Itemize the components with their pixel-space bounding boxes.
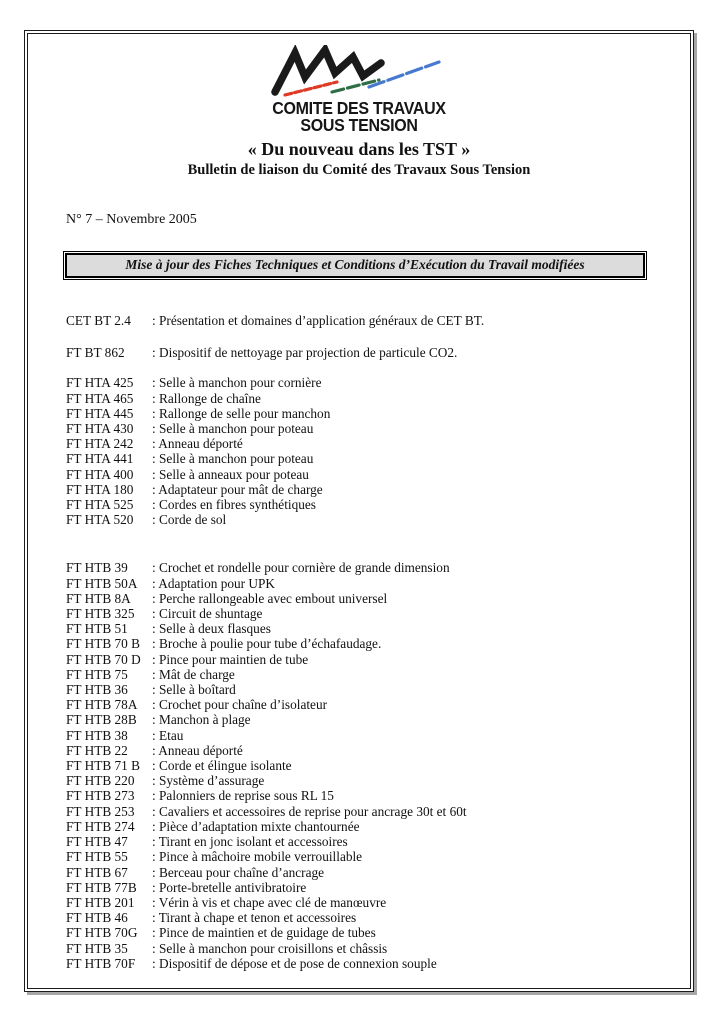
ft-ref: FT HTB 47	[66, 834, 128, 850]
list-item	[66, 560, 693, 575]
ft-ref: FT HTB 38	[66, 727, 128, 743]
list-item	[66, 804, 693, 819]
ft-ref: FT HTB 28B	[66, 712, 137, 728]
ft-ref: FT HTB 273	[66, 788, 135, 804]
list-item	[66, 636, 693, 651]
ft-desc: : Dispositif de dépose et de pose de connexion souple	[152, 955, 437, 971]
list-item	[66, 391, 693, 406]
ft-desc: : Anneau déporté	[152, 742, 243, 758]
ft-ref: FT HTA 445	[66, 405, 134, 421]
banner-text: Mise à jour des Fiches Techniques et Conditions d’Exécution du Travail modifiées	[65, 253, 645, 278]
banner-box	[63, 251, 647, 280]
ft-section	[66, 345, 693, 360]
ft-desc: : Cordes en fibres synthétiques	[152, 497, 316, 513]
ft-ref: FT HTB 39	[66, 560, 128, 576]
ft-ref: FT HTB 46	[66, 910, 128, 926]
list-item	[66, 451, 693, 466]
ft-desc: : Vérin à vis et chape avec clé de manœuvre	[152, 894, 387, 910]
ft-desc: : Rallonge de chaîne	[152, 390, 261, 406]
ft-ref: FT HTB 70 B	[66, 636, 141, 652]
ft-desc: : Système d’assurage	[152, 773, 265, 789]
ft-ref: FT HTB 220	[66, 773, 135, 789]
list-item	[66, 956, 693, 971]
ft-desc: : Anneau déporté	[152, 436, 243, 452]
list-item	[66, 773, 693, 788]
ft-ref: FT HTB 50A	[66, 575, 138, 591]
ft-desc: : Pince à mâchoire mobile verrouillable	[152, 849, 363, 865]
ft-desc: : Crochet pour chaîne d’isolateur	[152, 697, 328, 713]
list-item	[66, 743, 693, 758]
ft-ref: FT BT 862	[66, 345, 125, 361]
ft-desc: : Adaptation pour UPK	[152, 575, 275, 591]
ft-desc: : Mât de charge	[152, 666, 235, 682]
ft-desc: : Manchon à plage	[152, 712, 251, 728]
ft-desc: : Selle à manchon pour cornière	[152, 375, 322, 391]
list-item	[66, 849, 693, 864]
ft-ref: FT HTA 242	[66, 436, 134, 452]
page-title: « Du nouveau dans les TST »	[247, 139, 471, 159]
ft-ref: FT HTB 67	[66, 864, 128, 880]
ft-ref: FT HTB 325	[66, 606, 135, 622]
ft-desc: : Berceau pour chaîne d’ancrage	[152, 864, 325, 880]
list-item	[66, 788, 693, 803]
logo-line1: COMITE DES TRAVAUX	[272, 99, 446, 119]
list-item	[66, 895, 693, 910]
ft-ref: FT HTA 180	[66, 481, 134, 497]
ft-ref: FT HTA 520	[66, 512, 134, 528]
ft-desc: : Corde et élingue isolante	[152, 758, 292, 774]
ft-ref: FT HTB 253	[66, 803, 135, 819]
ft-section	[66, 313, 693, 328]
ft-desc: : Dispositif de nettoyage par projection de particule CO2.	[152, 345, 458, 361]
ft-ref: FT HTB 201	[66, 894, 135, 910]
list-item	[66, 880, 693, 895]
ft-desc: : Adaptateur pour mât de charge	[152, 481, 323, 497]
list-item	[66, 652, 693, 667]
list-item	[66, 941, 693, 956]
ft-ref: FT HTB 70 D	[66, 651, 141, 667]
ft-desc: : Etau	[152, 727, 184, 743]
ft-ref: FT HTB 22	[66, 742, 128, 758]
ft-desc: : Selle à manchon pour poteau	[152, 421, 314, 437]
ft-section	[66, 375, 693, 527]
ft-desc: : Rallonge de selle pour manchon	[152, 405, 331, 421]
list-item	[66, 421, 693, 436]
list-item	[66, 375, 693, 390]
list-item	[66, 697, 693, 712]
ft-ref: FT HTA 400	[66, 466, 134, 482]
list-item	[66, 819, 693, 834]
ft-desc: : Palonniers de reprise sous RL 15	[152, 788, 334, 804]
list-item	[66, 512, 693, 527]
ft-desc: : Selle à deux flasques	[152, 621, 271, 637]
ft-desc: : Selle à boîtard	[152, 682, 236, 698]
ft-ref: FT HTA 441	[66, 451, 134, 467]
ft-desc: : Selle à manchon pour poteau	[152, 451, 314, 467]
logo-wordmark	[25, 101, 693, 136]
ft-ref: FT HTB 78A	[66, 697, 138, 713]
list-item	[66, 436, 693, 451]
ft-ref: FT HTB 36	[66, 682, 128, 698]
ft-desc: : Porte-bretelle antivibratoire	[152, 879, 307, 895]
list-item	[66, 406, 693, 421]
ft-ref: FT HTB 8A	[66, 590, 131, 606]
list-item	[66, 758, 693, 773]
ft-desc: : Pince pour maintien de tube	[152, 651, 309, 667]
list-item	[66, 467, 693, 482]
ft-desc: : Selle à anneaux pour poteau	[152, 466, 309, 482]
list-item	[66, 910, 693, 925]
ft-desc: : Tirant à chape et tenon et accessoires	[152, 910, 357, 926]
ft-desc: : Présentation et domaines d’application généraux de CET BT.	[152, 313, 485, 328]
ft-desc: : Broche à poulie pour tube d’échafaudage.	[152, 636, 382, 652]
ft-ref: FT HTA 525	[66, 497, 134, 513]
ft-desc: : Circuit de shuntage	[152, 606, 263, 622]
ft-ref: FT HTA 425	[66, 375, 134, 391]
list-item	[66, 576, 693, 591]
ft-list	[66, 313, 693, 971]
page-border-frame	[24, 30, 694, 992]
ft-desc: : Corde de sol	[152, 512, 227, 528]
ft-ref: FT HTA 430	[66, 421, 134, 437]
list-item	[66, 345, 693, 360]
ft-section	[66, 560, 693, 970]
ft-ref: FT HTB 71 B	[66, 758, 141, 774]
ft-desc: : Tirant en jonc isolant et accessoires	[152, 834, 348, 850]
logo	[25, 45, 693, 136]
list-item	[66, 834, 693, 849]
ft-desc: : Selle à manchon pour croisillons et châssis	[152, 940, 388, 956]
list-item	[66, 712, 693, 727]
ft-ref: FT HTB 77B	[66, 879, 137, 895]
ft-ref: FT HTB 70G	[66, 925, 138, 941]
list-item	[66, 667, 693, 682]
list-item	[66, 606, 693, 621]
ft-desc: : Crochet et rondelle pour cornière de grande dimension	[152, 560, 450, 576]
ft-ref: CET BT 2.4	[66, 313, 131, 328]
ft-desc: : Pièce d’adaptation mixte chantournée	[152, 818, 360, 834]
issue-number: N° 7 – Novembre 2005	[66, 212, 197, 227]
list-item	[66, 313, 693, 328]
list-item	[66, 482, 693, 497]
list-item	[66, 865, 693, 880]
list-item	[66, 728, 693, 743]
ft-ref: FT HTB 274	[66, 818, 135, 834]
ft-ref: FT HTB 75	[66, 666, 128, 682]
ft-desc: : Pince de maintien et de guidage de tubes	[152, 925, 376, 941]
logo-line2: SOUS TENSION	[300, 117, 418, 136]
ft-desc: : Cavaliers et accessoires de reprise pour ancrage 30t et 60t	[152, 803, 467, 819]
ft-ref: FT HTB 70F	[66, 955, 136, 971]
ft-desc: : Perche rallongeable avec embout universel	[152, 590, 388, 606]
page-subtitle: Bulletin de liaison du Comité des Travaux Sous Tension	[187, 162, 531, 178]
ft-ref: FT HTB 51	[66, 621, 128, 637]
list-item	[66, 497, 693, 512]
ft-ref: FT HTB 55	[66, 849, 128, 865]
list-item	[66, 925, 693, 940]
ft-ref: FT HTA 465	[66, 390, 134, 406]
list-item	[66, 682, 693, 697]
list-item	[66, 621, 693, 636]
logo-zigzag-icon	[269, 45, 449, 101]
ft-ref: FT HTB 35	[66, 940, 128, 956]
list-item	[66, 591, 693, 606]
